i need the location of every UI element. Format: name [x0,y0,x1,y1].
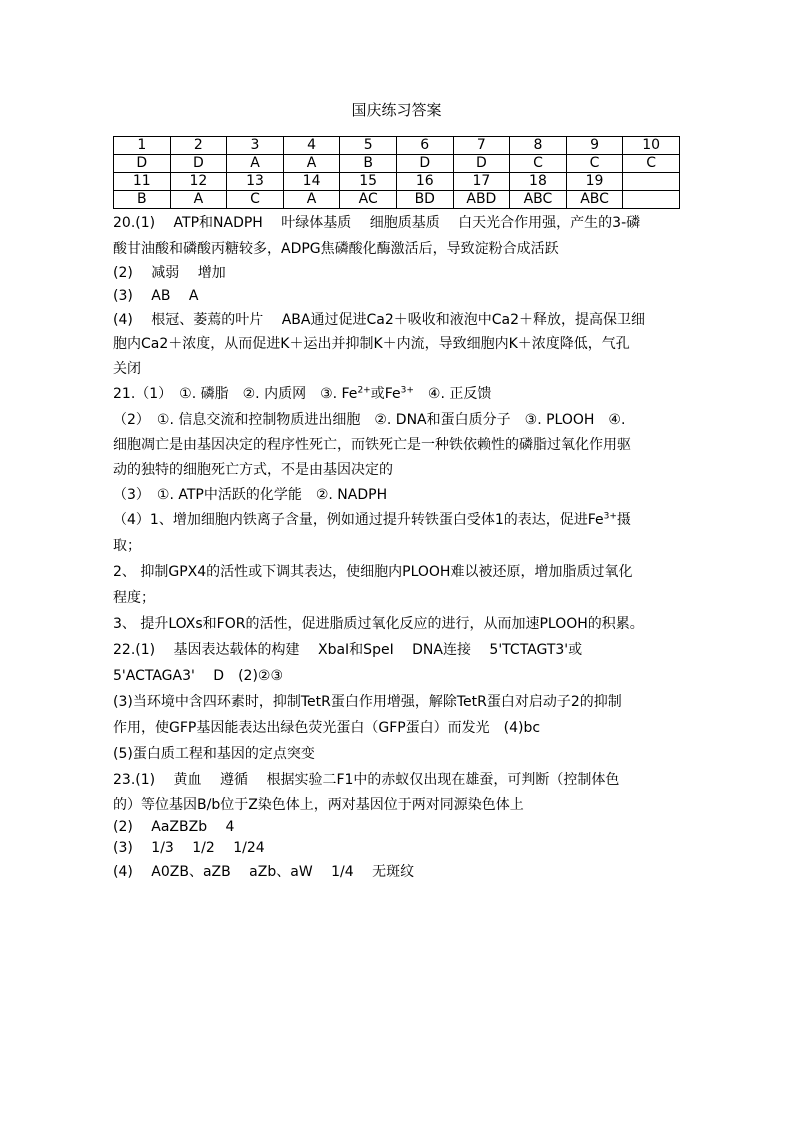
answer-table-cell: B [340,155,397,173]
q23-line-5: (4) A0ZB、aZB aZb、aW 1/4 无斑纹 [113,864,415,880]
answer-table-cell: 14 [283,173,340,191]
answer-table-cell: 6 [396,137,453,155]
q21-line-3: 细胞凋亡是由基因决定的程序性死亡，而铁死亡是一种铁依赖性的磷脂过氧化作用驱 [113,437,631,453]
q21-line-1 [113,381,683,408]
fe2-superscript: 2+ [357,385,371,396]
q20-line-3: (2) 减弱 增加 [113,265,226,281]
fe3-superscript: 3+ [400,385,414,396]
answer-table-cell: B [114,191,171,209]
answer-table-cell: A [170,191,227,209]
q20-line-7: 关闭 [113,361,141,377]
q22-line-4: 作用，使GFP基因能表达出绿色荧光蛋白（GFP蛋白）而发光 (4)bc [113,720,541,736]
answer-table-cell [623,173,680,191]
answer-table-cell: 13 [227,173,284,191]
answer-table-cell: ABC [510,191,567,209]
answer-table-cell: 3 [227,137,284,155]
answer-table-cell: 5 [340,137,397,155]
question-22 [113,637,683,767]
answer-table-cell: A [283,191,340,209]
answer-table-cell: D [170,155,227,173]
q21-line-4: 动的独特的细胞死亡方式，不是由基因决定的 [113,462,393,478]
answer-table-cell: C [566,155,623,173]
answer-table-cell: BD [396,191,453,209]
q21-line-1-text-b: 或Fe [370,386,401,402]
answer-body [113,210,683,885]
q21-line-6-text-b: 摄 [616,512,631,528]
answer-table-cell: AC [340,191,397,209]
answer-table-row [114,191,680,209]
answer-table-row [114,155,680,173]
q23-line-4: (3) 1/3 1/2 1/24 [113,840,265,856]
q22-line-5: (5)蛋白质工程和基因的定点突变 [113,746,315,762]
q21-line-2: （2） ①. 信息交流和控制物质进出细胞 ②. DNA和蛋白质分子 ③. PLOOH ④. [113,412,626,428]
q20-line-6: 胞内Ca2＋浓度，从而促进K＋运出并抑制K＋内流，导致细胞内K＋浓度降低，气孔 [113,336,630,352]
q21-line-6 [113,508,683,533]
q22-line-1: 22.(1) 基因表达载体的构建 XbaI和SpeI DNA连接 5'TCTAGT3'或 [113,642,583,658]
q21-line-1-text: 21.（1） ①. 磷脂 ②. 内质网 ③. Fe [113,386,358,402]
answer-table-cell: 16 [396,173,453,191]
answer-table-cell: 11 [114,173,171,191]
q21-line-1-text-c: ④. 正反馈 [413,386,492,402]
answer-table-cell: D [114,155,171,173]
answer-table-cell: 10 [623,137,680,155]
answer-table-cell: A [283,155,340,173]
answer-table-row [114,173,680,191]
page-title: 国庆练习答案 [351,101,442,119]
q21-line-10: 3、 提升LOXs和FOR的活性，促进脂质过氧化反应的进行，从而加速PLOOH的积累。 [113,616,644,632]
answer-table-cell: 18 [510,173,567,191]
answer-table-cell: D [453,155,510,173]
answer-table-cell: ABD [453,191,510,209]
answer-table-cell: 1 [114,137,171,155]
fe3-superscript-2: 3+ [603,511,617,522]
answer-table-cell: 15 [340,173,397,191]
q20-line-1: 20.(1) ATP和NADPH 叶绿体基质 细胞质基质 白天光合作用强，产生的3-磷 [113,215,641,231]
q20-line-5: (4) 根冠、萎蔫的叶片 ABA通过促进Ca2＋吸收和液泡中Ca2＋释放，提高保卫细 [113,312,646,328]
answer-table-cell: 8 [510,137,567,155]
answer-table-cell: D [396,155,453,173]
q21-line-7: 取； [113,538,141,554]
q20-line-2: 酸甘油酸和磷酸丙糖较多，ADPG焦磷酸化酶激活后，导致淀粉合成活跃 [113,241,559,257]
q23-line-2: 的）等位基因B/b位于Z染色体上，两对基因位于两对同源染色体上 [113,797,524,813]
q23-line-3: (2) AaZBZb 4 [113,819,235,835]
answer-table [113,136,680,209]
q22-line-2: 5'ACTAGA3' D (2)②③ [113,668,284,684]
answer-table-cell: 19 [566,173,623,191]
q22-line-3: (3)当环境中含四环素时，抑制TetR蛋白作用增强，解除TetR蛋白对启动子2的抑制 [113,694,622,710]
answer-table-cell: A [227,155,284,173]
q23-line-1: 23.(1) 黄血 遵循 根据实验二F1中的赤蚁仅出现在雄蚕，可判断（控制体色 [113,772,620,788]
q21-line-5: （3） ①. ATP中活跃的化学能 ②. NADPH [113,487,388,503]
answer-table-cell: 4 [283,137,340,155]
answer-table-cell: 7 [453,137,510,155]
answer-table-cell: 2 [170,137,227,155]
q21-line-8: 2、 抑制GPX4的活性或下调其表达，使细胞内PLOOH难以被还原，增加脂质过氧化 [113,564,633,580]
q21-line-9: 程度； [113,590,155,606]
q21-line-6-text: （4）1、增加细胞内铁离子含量，例如通过提升转铁蛋白受体1的表达，促进Fe [113,512,604,528]
answer-table-cell: 17 [453,173,510,191]
question-23 [113,767,683,885]
answer-table-cell: ABC [566,191,623,209]
answer-table-cell: C [623,155,680,173]
answer-table-cell: C [510,155,567,173]
question-21 [113,381,683,637]
answer-table-cell: C [227,191,284,209]
answer-table-cell: 12 [170,173,227,191]
question-20 [113,210,683,381]
q20-line-4: (3) AB A [113,288,199,304]
answer-table-cell [623,191,680,209]
answer-table-row [114,137,680,155]
answer-table-cell: 9 [566,137,623,155]
